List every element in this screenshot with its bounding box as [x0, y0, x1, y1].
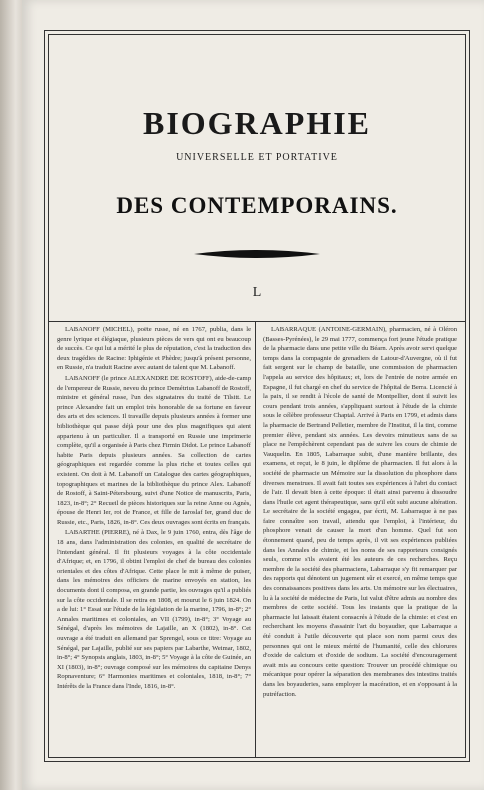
book-page	[22, 0, 484, 790]
section-letter: L	[252, 285, 262, 300]
right-column	[263, 325, 457, 757]
page-header	[49, 35, 465, 335]
entry-labarraque: LABARRAQUE (ANTOINE-GERMAIN), pharmacien, né à Oléron (Basses-Pyrénées), le 29 mai 1777, commença fort jeune l'étude pratique de la pharmacie dans une petite ville du Béarn. Après avoir servi quelque temps dans la compagnie de grenadiers de Latour-d'Auvergne, où il fut fait sergent sur le champ de bataille, une commission de pharmacien l'appela au service des hôpitaux; et, lors de l'entrée de notre armée en Espagne, il fut chargé en chef du service de l'hôpital de Berra. Licencié à la paix, il se rendit à l'école de santé de Montpellier, dont il suivit les cours pendant trois années, s'appliquant surtout à l'étude de la chimie sous le célèbre professeur Chaptal. Arrivé à Paris en 1799, et admis dans la pharmacie de Bertrand Pelletier, membre de l'Institut, il la tint, comme premier élève, pendant six années. Les devoirs minutieux sans de sa place ne l'empêchèrent cependant pas de suivre les cours de chimie de Vauquelin. En 1805, Labarraque subit, d'une manière brillante, des examens, et reçut, le 8 juin, le diplôme de pharmacien. Il fut alors à la société de pharmacie un Mémoire sur la dissolution du phosphore dans diverses menstrues. Il avait fait toutes ses expériences à l'abri du contact de l'air. Il devait bien à cette époque: il était ainsi parvenu à dissoudre dans l'huile cet agent thérapeutique, sans qu'il eût subi aucune altération. Le secrétaire de la société engagea, par écrit, M. Labarraque à ne pas faire connaître son travail, attendu que l'emploi, à l'intérieur, du phosphore venait de causer la mort d'un homme. Quel fut son étonnement quand, peu de temps après, il vit ses expériences publiées dans les Annales de chimie, et les noms de ses rapporteurs consignés seuls, comme s'ils avaient été les auteurs de ces recherches. Reçu membre de la société des pharmaciens, Labarraque s'y fit remarquer par des rapports qui dénotent un jugement sûr et exercé, en même temps que des connaissances positives dans les arts. Un mémoire sur les électuaires, lu à la société de médecine de Paris, lui valut d'être admis au nombre des membres de cette société. Tous les instants que la pratique de la pharmacie lui laissait étaient consacrés à l'étude de la chimie: et c'est en recherchant les moyens d'assainir l'art du boyaudier, que Labarraque a été conduit à l'utile découverte qui place son nom parmi ceux des personnes qui ont le mieux mérité de l'humanité, celle des chlorures d'oxide de calcium et d'oxide de sodium. La société d'encouragement avait mis au concours cette question: Trouver un procédé chimique ou mécanique pour opérer la séparation des membranes des intestins traités dans les boyauderies, sans employer la macération, et en s'opposant à la putréfaction.	[263, 326, 457, 698]
title-biographie: BIOGRAPHIE	[142, 105, 372, 141]
subtitle: UNIVERSELLE ET PORTATIVE	[176, 152, 338, 163]
main-title: DES CONTEMPORAINS.	[116, 193, 398, 218]
page-border	[44, 30, 470, 762]
left-column	[57, 325, 251, 757]
page-border-inner	[48, 34, 466, 758]
column-top-rule	[49, 321, 465, 322]
entry-labanoff-michel: LABANOFF (MICHEL), poëte russe, né en 1767, publia, dans le genre lyrique et élégiaque, plusieurs pièces de vers qui ont eu beaucoup de succès. Ce qui lui a mérité le plus de réputation, c'est la traduction des deux tragédies de Racine: Iphigénie et Phèdre; jusqu'à présent personne, en Russie, n'a traduit Racine avec autant de talent que M. Labanoff.	[57, 326, 251, 372]
entry-labarthe: LABARTHE (PIERRE), né à Dax, le 9 juin 1760, entra, dès l'âge de 18 ans, dans l'administration des colonies, en qualité de secrétaire de l'intendant général. Il fit plusieurs voyages à la côte occidentale d'Afrique; et, en 1796, il obtint l'emploi de chef de bureau des colonies orientales et des côtes d'Afrique. Cette place le mit à même de puiser, dans les mémoires des officiers de marine envoyés en station, les documents dont il composa, en grande partie, les ouvrages qu'il a publiés sur la côte occidentale. Il se retira en 1808, et mourut le 6 juin 1824. On a de lui: 1° Essai sur l'étude de la législation de la marine, 1796, in-8°; 2° Annales maritimes et coloniales, an VII (1799), in-8°; 3° Voyage au Sénégal, d'après les mémoires de Lajaille, an X (1802), in-8°. Cet ouvrage a été traduit en allemand par Sprengel, sous ce titre: Voyage au Sénégal, par Lajaille, publié sur ses papiers par Labarthe, Weimar, 1802, in-8°; 4° Synopsis anglais, 1803, in-8°; 5° Voyage à la côte de Guinée, an XI (1803), in-8°; ouvrage composé sur les mémoires du capitaine Denys Ropnaventure; 6° Harmonies maritimes et coloniales, 1818, in-8°; 7° Intérêts de la France dans l'Inde, 1816, in-8°.	[57, 529, 251, 690]
column-separator	[255, 321, 256, 757]
ornament-rule-icon	[194, 248, 320, 260]
entry-labanoff-alexandre: LABANOFF (le prince ALEXANDRE DE ROSTOFF), aide-de-camp de l'empereur de Russie, neveu du prince Demétrius Labanoff de Rostoff, ministre et général russe, l'un des signataires du traité de Tilsitt. Le prince Alexandre fait un emploi très honorable de sa fortune en faveur des arts et des sciences. Il travaille depuis plusieurs années à former une bibliothèque qui passe déjà pour une des plus magnifiques qui aient appartenu à un particulier. Il a transporté en Russie une imprimerie complète, qu'il a organisée à Paris chez Firmin Didot. Le prince Labanoff habite Paris depuis plusieurs années. Sa collection de cartes géographiques est regardée comme la plus riche et toutes celles qui existent. On doit à M. Labanoff un Catalogue des cartes géographiques, topographiques et marines de la bibliothèque du prince Alex. Labanoff de Rostoff, à Saint-Pétersbourg, suivi d'une Notice de manuscrits, Paris, 1823, in-8°; 2° Recueil de pièces historiques sur la reine Anne ou Agnès, épouse de Henri Ier, roi de France, et fille de Iaroslaf Ier, grand duc de Russie, etc., Paris, 1826, in-8°. Ces deux ouvrages sont écrits en français.	[57, 374, 251, 526]
